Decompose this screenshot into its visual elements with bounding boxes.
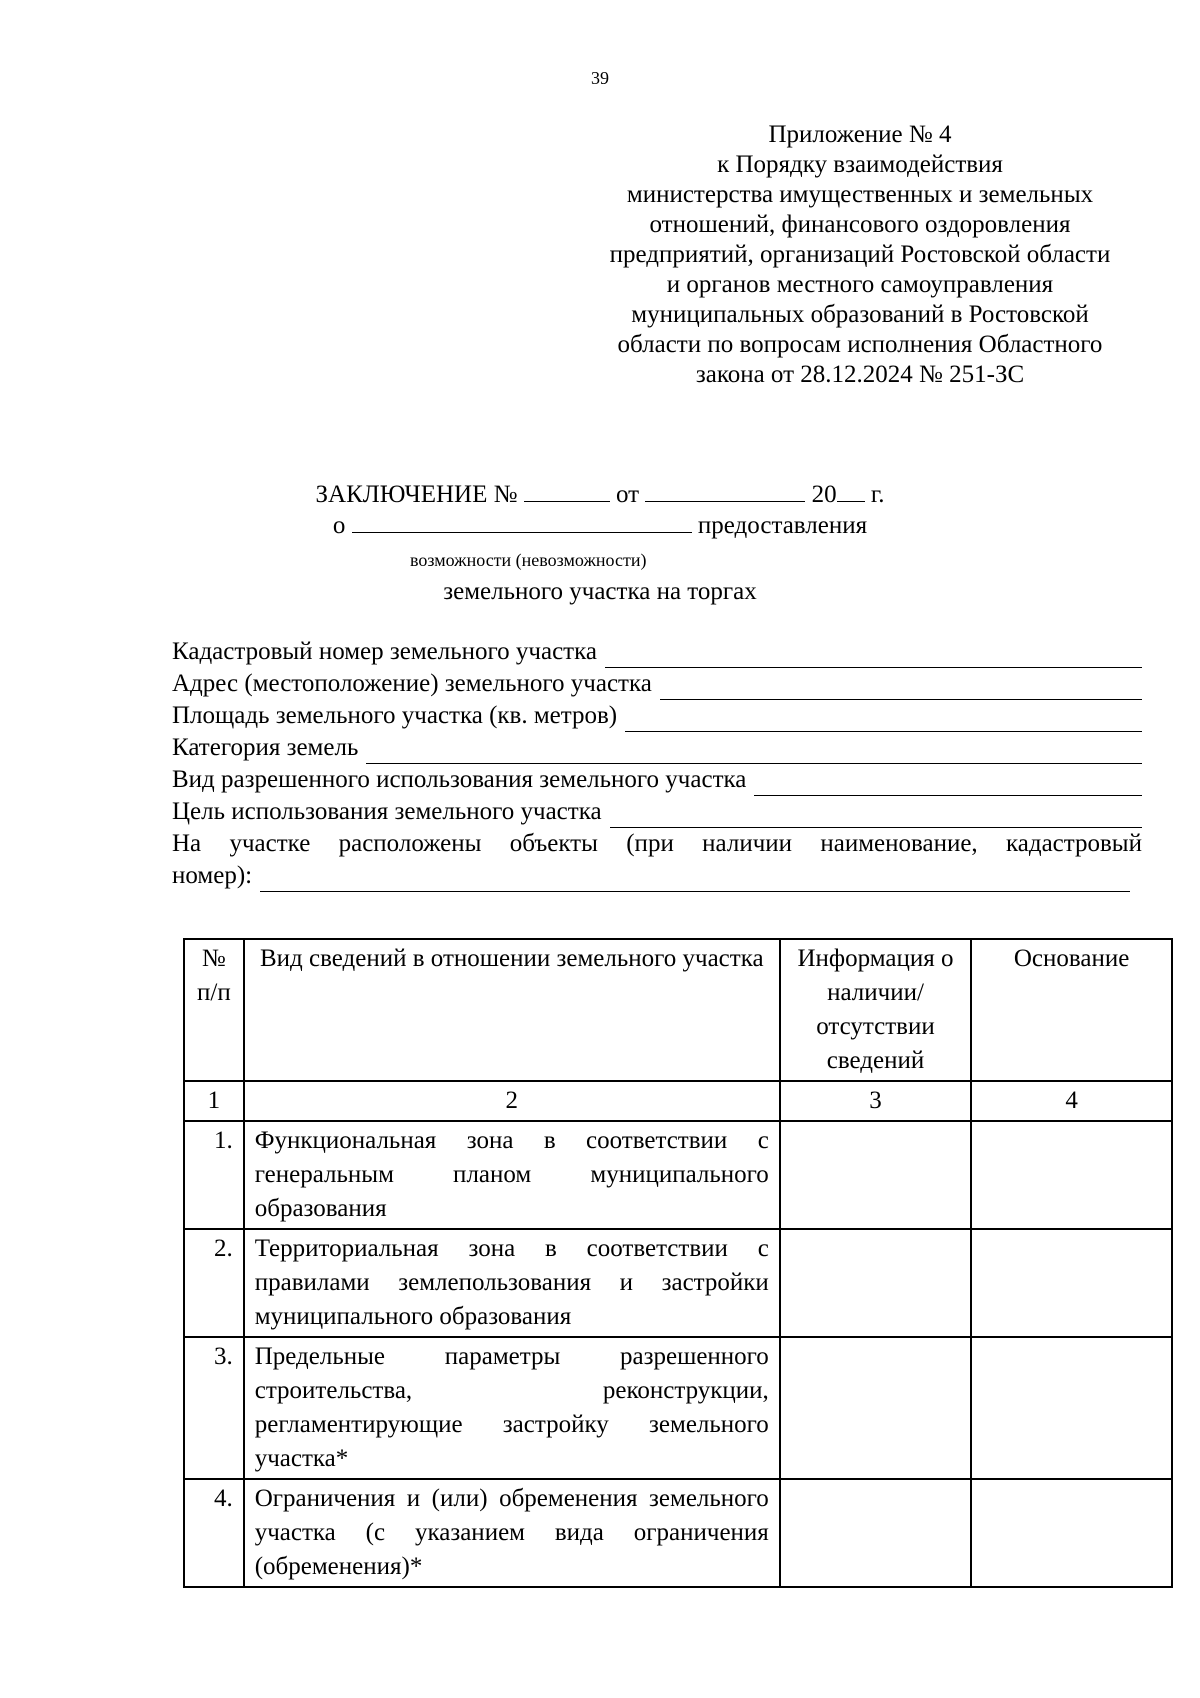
row-number: 1.: [184, 1121, 244, 1229]
area-label: Площадь земельного участка (кв. метров): [172, 702, 618, 729]
land-category-label: Категория земель: [172, 734, 359, 761]
possibility-caption: возможности (невозможности): [410, 550, 647, 570]
objects-field: [172, 860, 1142, 892]
conclusion-number-blank[interactable]: [524, 479, 610, 502]
row-number: 4.: [184, 1479, 244, 1587]
row-availability-cell[interactable]: [780, 1337, 971, 1479]
cadastral-number-field: [172, 636, 1142, 668]
row-basis-cell[interactable]: [971, 1337, 1172, 1479]
title-o: о: [332, 512, 346, 539]
area-field: [172, 700, 1142, 732]
header-number: № п/п: [184, 939, 244, 1081]
permitted-use-field: [172, 764, 1142, 796]
objects-blank[interactable]: [260, 867, 1130, 892]
address-label: Адрес (местоположение) земельного участка: [172, 670, 652, 697]
conclusion-year-blank[interactable]: [837, 479, 865, 502]
appendix-line: предприятий, организаций Ростовской области: [609, 241, 1111, 268]
column-number: 2: [244, 1081, 780, 1121]
page-number: 39: [591, 68, 609, 88]
title-conclusion-label: ЗАКЛЮЧЕНИЕ №: [315, 481, 518, 508]
purpose-blank[interactable]: [610, 803, 1142, 828]
column-number: 4: [971, 1081, 1172, 1121]
table-row: [184, 1229, 1172, 1337]
title-year-label: 20: [811, 481, 837, 508]
row-basis-cell[interactable]: [971, 1121, 1172, 1229]
title-from-label: от: [615, 481, 640, 508]
row-availability-cell[interactable]: [780, 1479, 971, 1587]
column-number-row: [184, 1081, 1172, 1121]
land-info-table: [183, 938, 1173, 1588]
objects-label-cont: номер):: [172, 862, 253, 889]
appendix-line: закона от 28.12.2024 № 251-ЗС: [695, 361, 1025, 388]
conclusion-date-blank[interactable]: [645, 479, 805, 502]
appendix-line: к Порядку взаимодействия: [717, 151, 1003, 178]
purpose-field: [172, 796, 1142, 828]
appendix-line: отношений, финансового оздоровления: [649, 211, 1071, 238]
area-blank[interactable]: [625, 707, 1142, 732]
land-category-blank[interactable]: [366, 739, 1142, 764]
title-provision: предоставления: [697, 512, 868, 539]
row-number: 3.: [184, 1337, 244, 1479]
table-row: [184, 1337, 1172, 1479]
header-info-type: Вид сведений в отношении земельного участка: [244, 939, 780, 1081]
objects-label: На участке расположены объекты (при наличии наименование, кадастровый: [172, 830, 1142, 857]
column-number: 3: [780, 1081, 971, 1121]
table-row: [184, 1479, 1172, 1587]
address-blank[interactable]: [660, 675, 1142, 700]
document-title: [0, 479, 1200, 510]
appendix-line: министерства имущественных и земельных: [626, 181, 1094, 208]
table-row: [184, 1121, 1172, 1229]
row-info-type: Предельные параметры разрешенного строительства, реконструкции, регламентирующие застройку земельного участка*: [244, 1337, 780, 1479]
appendix-line: Приложение № 4: [768, 121, 952, 148]
header-availability: Информация о наличии/ отсутствии сведений: [780, 939, 971, 1081]
row-info-type: Ограничения и (или) обременения земельного участка (с указанием вида ограничения (обременения)*: [244, 1479, 780, 1587]
address-field: [172, 668, 1142, 700]
appendix-line: и органов местного самоуправления: [666, 271, 1054, 298]
column-number: 1: [184, 1081, 244, 1121]
title-year-suffix: г.: [870, 481, 885, 508]
row-availability-cell[interactable]: [780, 1229, 971, 1337]
cadastral-number-blank[interactable]: [605, 643, 1142, 668]
purpose-label: Цель использования земельного участка: [172, 798, 602, 825]
row-info-type: Территориальная зона в соответствии с правилами землепользования и застройки муниципального образования: [244, 1229, 780, 1337]
appendix-line: муниципальных образований в Ростовской: [631, 301, 1089, 328]
row-info-type: Функциональная зона в соответствии с генеральным планом муниципального образования: [244, 1121, 780, 1229]
header-basis: Основание: [971, 939, 1172, 1081]
document-title-line3: земельного участка на торгах: [443, 578, 757, 605]
possibility-blank[interactable]: [352, 510, 692, 533]
row-basis-cell[interactable]: [971, 1479, 1172, 1587]
row-number: 2.: [184, 1229, 244, 1337]
appendix-line: области по вопросам исполнения Областного: [617, 331, 1103, 358]
row-availability-cell[interactable]: [780, 1121, 971, 1229]
appendix-block: [560, 120, 1160, 390]
land-category-field: [172, 732, 1142, 764]
cadastral-number-label: Кадастровый номер земельного участка: [172, 638, 597, 665]
table-header-row: [184, 939, 1172, 1081]
land-plot-fields: [172, 636, 1142, 892]
permitted-use-label: Вид разрешенного использования земельного участка: [172, 766, 747, 793]
row-basis-cell[interactable]: [971, 1229, 1172, 1337]
document-title-line2: [0, 510, 1200, 541]
permitted-use-blank[interactable]: [754, 771, 1142, 796]
